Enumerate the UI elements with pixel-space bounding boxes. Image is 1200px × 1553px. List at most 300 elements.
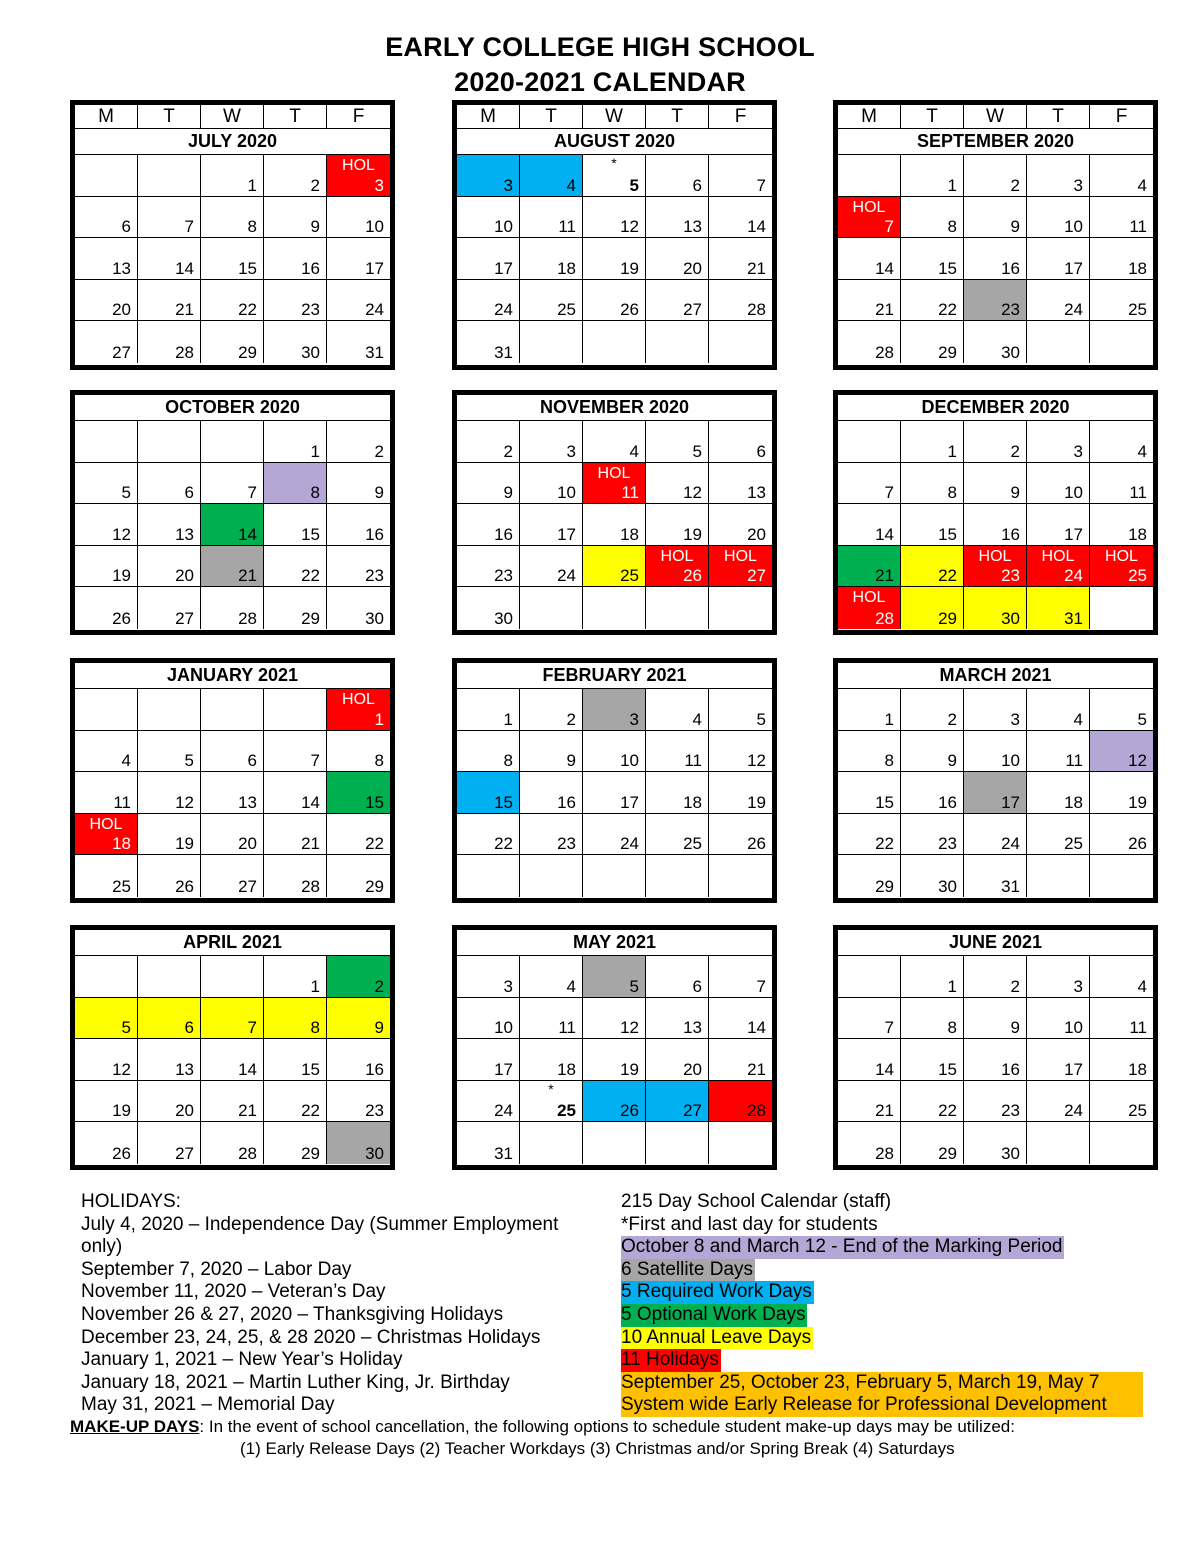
legend-row	[621, 1259, 1161, 1282]
day-cell	[327, 1081, 390, 1123]
empty-day-cell	[838, 956, 901, 998]
day-number: 19	[620, 1059, 639, 1079]
day-number: 14	[238, 524, 257, 544]
day-cell	[838, 855, 901, 897]
day-number: 18	[112, 834, 131, 854]
day-grid	[75, 155, 390, 363]
day-cell	[201, 1081, 264, 1123]
day-cell	[520, 504, 583, 546]
empty-day-cell	[646, 587, 709, 629]
day-number: 27	[175, 608, 194, 628]
day-number: 1	[310, 976, 320, 996]
day-cell	[583, 814, 646, 856]
legend-row	[621, 1214, 1161, 1237]
empty-day-cell	[1090, 855, 1153, 897]
day-number: 21	[747, 1059, 766, 1079]
day-cell	[264, 1122, 327, 1164]
day-number: 9	[503, 483, 513, 503]
student-day-star: *	[548, 1080, 554, 1097]
day-number: 21	[875, 1101, 894, 1121]
day-number: 28	[875, 608, 894, 628]
day-cell	[201, 587, 264, 629]
makeup-days	[70, 1416, 1170, 1438]
empty-day-cell	[1090, 321, 1153, 363]
day-cell	[838, 814, 901, 856]
day-cell	[327, 814, 390, 856]
day-cell	[901, 1039, 964, 1081]
day-number: 31	[494, 1143, 513, 1163]
day-number: 7	[756, 976, 766, 996]
day-cell	[201, 855, 264, 897]
day-number: 17	[365, 258, 384, 278]
day-cell	[264, 238, 327, 280]
day-grid	[838, 155, 1153, 363]
day-cell	[1027, 998, 1090, 1040]
day-number: 13	[747, 483, 766, 503]
day-number: 14	[175, 258, 194, 278]
day-cell	[901, 1081, 964, 1123]
day-number: 3	[1010, 709, 1020, 729]
holiday-line: May 31, 2021 – Memorial Day	[81, 1394, 335, 1416]
day-number: 12	[683, 483, 702, 503]
day-number: 27	[747, 566, 766, 586]
legend-row	[621, 1394, 1161, 1417]
day-cell	[327, 504, 390, 546]
day-cell	[1027, 280, 1090, 322]
day-cell	[264, 155, 327, 197]
day-number: 17	[1064, 258, 1083, 278]
day-cell	[1027, 587, 1090, 629]
day-cell	[646, 956, 709, 998]
day-number: 2	[374, 976, 384, 996]
day-cell	[1090, 956, 1153, 998]
day-header: M	[838, 105, 901, 129]
day-cell	[264, 280, 327, 322]
day-number: 19	[1128, 792, 1147, 812]
day-number: 3	[566, 441, 576, 461]
day-cell	[457, 1039, 520, 1081]
day-cell	[138, 998, 201, 1040]
day-number: 5	[692, 441, 702, 461]
day-grid	[457, 956, 772, 1164]
day-cell	[964, 504, 1027, 546]
day-cell	[1090, 814, 1153, 856]
day-header: M	[75, 105, 138, 129]
empty-day-cell	[646, 1122, 709, 1164]
day-number: 1	[947, 441, 957, 461]
day-number: 2	[1010, 441, 1020, 461]
month-february-2021	[452, 658, 777, 903]
day-cell	[327, 421, 390, 463]
day-number: 1	[374, 709, 384, 729]
day-cell	[327, 731, 390, 773]
day-cell	[520, 731, 583, 773]
day-cell	[901, 504, 964, 546]
day-cell	[457, 155, 520, 197]
day-cell	[646, 155, 709, 197]
day-cell	[646, 689, 709, 731]
day-cell	[327, 1122, 390, 1164]
day-grid	[838, 689, 1153, 897]
day-number: 5	[629, 976, 639, 996]
day-number: 23	[365, 1101, 384, 1121]
day-cell	[138, 321, 201, 363]
empty-day-cell	[75, 155, 138, 197]
day-cell	[838, 321, 901, 363]
day-number: 4	[629, 441, 639, 461]
day-cell	[964, 546, 1027, 588]
holiday-line: December 23, 24, 25, & 28 2020 – Christmas Holidays	[81, 1326, 541, 1348]
student-day-star: *	[611, 155, 617, 171]
day-number: 16	[365, 1059, 384, 1079]
day-number: 14	[747, 217, 766, 237]
day-number: 26	[175, 876, 194, 896]
day-cell	[583, 280, 646, 322]
day-number: 18	[620, 524, 639, 544]
day-cell	[709, 772, 772, 814]
month-august-2020	[452, 100, 777, 370]
day-cell	[964, 280, 1027, 322]
day-number: 26	[112, 608, 131, 628]
day-cell	[964, 731, 1027, 773]
day-cell	[901, 956, 964, 998]
day-cell	[646, 814, 709, 856]
day-number: 30	[938, 876, 957, 896]
day-cell	[901, 280, 964, 322]
day-cell	[264, 463, 327, 505]
day-cell	[520, 956, 583, 998]
day-number: 22	[365, 834, 384, 854]
month-title: AUGUST 2020	[457, 129, 772, 155]
day-number: 30	[1001, 608, 1020, 628]
holiday-label: HOL	[724, 547, 757, 565]
empty-day-cell	[520, 855, 583, 897]
day-number: 17	[1064, 524, 1083, 544]
day-cell	[327, 587, 390, 629]
day-number: 6	[247, 751, 257, 771]
day-number: 29	[301, 608, 320, 628]
day-number: 30	[1001, 342, 1020, 362]
day-number: 3	[1073, 175, 1083, 195]
day-number: 18	[557, 258, 576, 278]
day-grid	[457, 421, 772, 629]
day-number: 28	[747, 300, 766, 320]
holiday-label: HOL	[852, 198, 886, 216]
day-cell	[1090, 1081, 1153, 1123]
day-number: 19	[175, 834, 194, 854]
day-grid	[457, 155, 772, 363]
day-cell	[901, 731, 964, 773]
day-cell	[838, 998, 901, 1040]
day-cell	[201, 1122, 264, 1164]
day-number: 3	[374, 175, 384, 195]
day-number: 8	[884, 751, 894, 771]
day-number: 28	[301, 876, 320, 896]
day-number: 7	[184, 217, 194, 237]
day-cell	[327, 772, 390, 814]
day-cell	[201, 155, 264, 197]
day-number: 4	[692, 709, 702, 729]
day-cell	[327, 280, 390, 322]
day-number: 16	[494, 524, 513, 544]
day-cell	[138, 238, 201, 280]
day-number: 25	[112, 876, 131, 896]
day-cell	[964, 689, 1027, 731]
day-cell	[457, 587, 520, 629]
day-number: 2	[566, 709, 576, 729]
day-number: 19	[683, 524, 702, 544]
day-cell	[1090, 463, 1153, 505]
day-cell	[646, 238, 709, 280]
day-number: 8	[503, 751, 513, 771]
day-number: 10	[1064, 483, 1083, 503]
day-number: 3	[503, 175, 513, 195]
day-number: 19	[112, 1101, 131, 1121]
day-number: 12	[1128, 751, 1147, 771]
day-number: 10	[1064, 217, 1083, 237]
day-cell	[1027, 463, 1090, 505]
day-number: 18	[1128, 524, 1147, 544]
month-december-2020	[833, 390, 1158, 635]
day-number: 20	[747, 524, 766, 544]
month-title: NOVEMBER 2020	[457, 395, 772, 421]
day-cell	[520, 546, 583, 588]
day-cell	[1027, 1039, 1090, 1081]
day-number: 9	[1010, 483, 1020, 503]
holiday-line: January 18, 2021 – Martin Luther King, Jr. Birthday	[81, 1371, 510, 1393]
day-number: 5	[121, 1018, 131, 1038]
day-number: 9	[566, 751, 576, 771]
day-cell	[838, 1122, 901, 1164]
day-cell	[264, 772, 327, 814]
holiday-line: November 11, 2020 – Veteran’s Day	[81, 1281, 386, 1303]
day-number: 23	[1001, 1101, 1020, 1121]
holidays-list	[81, 1191, 601, 1417]
day-cell	[201, 463, 264, 505]
day-cell	[901, 238, 964, 280]
day-cell	[327, 689, 390, 731]
day-cell	[520, 238, 583, 280]
day-cell	[520, 1039, 583, 1081]
day-number: 11	[558, 1018, 576, 1038]
day-cell	[75, 587, 138, 629]
day-cell	[838, 587, 901, 629]
day-cell	[964, 155, 1027, 197]
day-number: 7	[756, 175, 766, 195]
day-number: 20	[112, 300, 131, 320]
day-number: 24	[494, 300, 513, 320]
day-cell	[838, 197, 901, 239]
day-number: 8	[310, 1018, 320, 1038]
day-number: 21	[175, 300, 194, 320]
day-number: 4	[1137, 441, 1147, 461]
day-cell	[201, 998, 264, 1040]
day-cell	[264, 504, 327, 546]
holiday-line: HOLIDAYS:	[81, 1191, 181, 1212]
day-number: 7	[247, 1018, 257, 1038]
day-cell	[646, 421, 709, 463]
day-number: 17	[1064, 1059, 1083, 1079]
day-number: 21	[747, 258, 766, 278]
day-number: 4	[1073, 709, 1083, 729]
day-number: 9	[947, 751, 957, 771]
day-cell	[901, 321, 964, 363]
day-header-row	[75, 105, 390, 129]
day-cell	[646, 463, 709, 505]
day-number: 21	[875, 300, 894, 320]
day-number: 8	[310, 483, 320, 503]
empty-day-cell	[583, 587, 646, 629]
day-number: 18	[1064, 792, 1083, 812]
day-number: 11	[113, 792, 131, 812]
day-cell	[583, 998, 646, 1040]
day-number: 15	[494, 792, 513, 812]
day-number: 5	[756, 709, 766, 729]
day-number: 16	[1001, 1059, 1020, 1079]
day-number: 30	[365, 608, 384, 628]
month-title: MAY 2021	[457, 930, 772, 956]
day-number: 26	[620, 300, 639, 320]
month-title: FEBRUARY 2021	[457, 663, 772, 689]
day-number: 6	[184, 483, 194, 503]
day-cell	[75, 546, 138, 588]
day-number: 15	[301, 524, 320, 544]
day-cell	[327, 855, 390, 897]
day-number: 2	[1010, 175, 1020, 195]
day-number: 25	[620, 566, 639, 586]
day-cell	[520, 998, 583, 1040]
day-number: 7	[247, 483, 257, 503]
day-cell	[901, 772, 964, 814]
empty-day-cell	[1090, 1122, 1153, 1164]
day-number: 22	[494, 834, 513, 854]
day-number: 6	[184, 1018, 194, 1038]
empty-day-cell	[1027, 1122, 1090, 1164]
day-number: 17	[494, 258, 513, 278]
day-cell	[457, 321, 520, 363]
day-number: 10	[494, 217, 513, 237]
day-cell	[583, 463, 646, 505]
day-cell	[75, 463, 138, 505]
day-cell	[964, 956, 1027, 998]
day-number: 12	[747, 751, 766, 771]
day-cell	[838, 546, 901, 588]
day-cell	[1027, 772, 1090, 814]
day-number: 11	[1129, 217, 1147, 237]
day-number: 1	[247, 175, 257, 195]
day-number: 26	[620, 1101, 639, 1121]
day-grid	[75, 956, 390, 1164]
legend-row	[621, 1191, 1161, 1214]
day-number: 17	[620, 792, 639, 812]
day-cell	[138, 1039, 201, 1081]
day-cell	[583, 421, 646, 463]
day-number: 25	[683, 834, 702, 854]
day-cell	[520, 814, 583, 856]
day-number: 25	[557, 1101, 576, 1121]
empty-day-cell	[201, 689, 264, 731]
day-grid	[75, 689, 390, 897]
day-cell	[709, 956, 772, 998]
day-cell	[201, 238, 264, 280]
day-cell	[709, 546, 772, 588]
day-number: 14	[747, 1018, 766, 1038]
day-number: 20	[683, 258, 702, 278]
day-number: 11	[621, 483, 639, 503]
day-number: 11	[558, 217, 576, 237]
empty-day-cell	[264, 689, 327, 731]
empty-day-cell	[75, 956, 138, 998]
makeup-label: MAKE-UP DAYS	[70, 1417, 200, 1436]
day-header-row	[457, 105, 772, 129]
day-cell	[1027, 238, 1090, 280]
day-cell	[1090, 504, 1153, 546]
day-number: 24	[1001, 834, 1020, 854]
month-title: OCTOBER 2020	[75, 395, 390, 421]
day-number: 2	[1010, 976, 1020, 996]
day-cell	[709, 998, 772, 1040]
day-number: 29	[365, 876, 384, 896]
day-grid	[457, 689, 772, 897]
day-cell	[138, 546, 201, 588]
day-number: 26	[747, 834, 766, 854]
day-cell	[327, 546, 390, 588]
day-cell	[457, 772, 520, 814]
day-header: W	[201, 105, 264, 129]
makeup-options: (1) Early Release Days (2) Teacher Workdays (3) Christmas and/or Spring Break (4) Saturdays	[240, 1439, 955, 1458]
day-number: 8	[947, 217, 957, 237]
day-cell	[520, 197, 583, 239]
day-number: 14	[875, 258, 894, 278]
day-cell	[709, 155, 772, 197]
day-number: 22	[238, 300, 257, 320]
day-number: 17	[557, 524, 576, 544]
day-number: 4	[1137, 976, 1147, 996]
day-header: W	[964, 105, 1027, 129]
day-cell	[1090, 421, 1153, 463]
day-cell	[1090, 998, 1153, 1040]
month-march-2021	[833, 658, 1158, 903]
day-cell	[964, 998, 1027, 1040]
day-number: 31	[494, 342, 513, 362]
day-cell	[264, 1039, 327, 1081]
day-cell	[138, 280, 201, 322]
holiday-line: January 1, 2021 – New Year’s Holiday	[81, 1349, 403, 1371]
day-cell	[1027, 689, 1090, 731]
empty-day-cell	[520, 321, 583, 363]
holiday-line: only)	[81, 1236, 123, 1258]
day-cell	[583, 504, 646, 546]
day-cell	[264, 814, 327, 856]
day-cell	[201, 731, 264, 773]
day-number: 12	[620, 217, 639, 237]
day-cell	[964, 1081, 1027, 1123]
day-number: 23	[365, 566, 384, 586]
day-number: 13	[112, 258, 131, 278]
day-number: 30	[494, 608, 513, 628]
day-number: 24	[1064, 1101, 1083, 1121]
day-number: 23	[938, 834, 957, 854]
day-header: T	[520, 105, 583, 129]
day-cell	[75, 731, 138, 773]
day-cell	[1090, 731, 1153, 773]
day-grid	[75, 421, 390, 629]
day-cell	[457, 1081, 520, 1123]
day-cell	[1027, 956, 1090, 998]
day-number: 13	[238, 792, 257, 812]
day-cell	[264, 998, 327, 1040]
day-cell	[75, 504, 138, 546]
